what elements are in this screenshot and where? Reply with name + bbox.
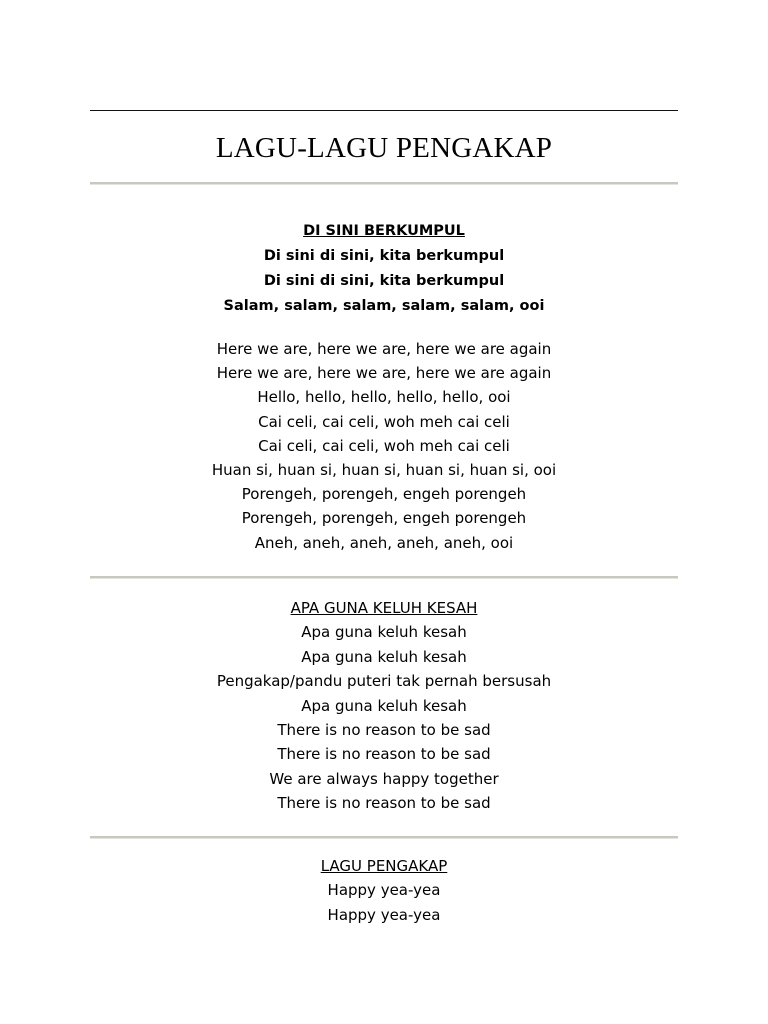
lyric-line: Aneh, aneh, aneh, aneh, aneh, ooi: [254, 533, 514, 552]
lyric-line: There is no reason to be sad: [277, 721, 491, 740]
section-divider: [90, 182, 678, 185]
song-chorus: [0, 219, 768, 319]
song-title: LAGU PENGAKAP: [320, 857, 448, 875]
lyric-line: Porengeh, porengeh, engeh porengeh: [241, 509, 527, 528]
lyric-line: There is no reason to be sad: [277, 794, 491, 813]
top-divider: [90, 110, 678, 111]
section-divider: [90, 836, 678, 839]
lyric-line: Apa guna keluh kesah: [301, 696, 467, 715]
song-title: DI SINI BERKUMPUL: [303, 223, 465, 239]
lyric-line: We are always happy together: [269, 769, 499, 788]
song-verse: [0, 337, 768, 555]
lyric-line: Hello, hello, hello, hello, hello, ooi: [257, 388, 511, 407]
song-title: APA GUNA KELUH KESAH: [290, 599, 478, 617]
page-title: LAGU-LAGU PENGAKAP: [215, 132, 553, 164]
lyric-line: Apa guna keluh kesah: [301, 623, 467, 642]
song-di-sini-berkumpul: [0, 219, 768, 555]
lyric-line: Cai celi, cai celi, woh meh cai celi: [258, 412, 510, 431]
lyric-line: Cai celi, cai celi, woh meh cai celi: [258, 436, 510, 455]
lyric-line: Salam, salam, salam, salam, salam, ooi: [223, 298, 545, 314]
lyric-line: Porengeh, porengeh, engeh porengeh: [241, 485, 527, 504]
song-apa-guna-keluh-kesah: [0, 596, 768, 816]
lyric-line: Here we are, here we are, here we are again: [216, 364, 552, 383]
lyric-line: There is no reason to be sad: [277, 745, 491, 764]
song-lagu-pengakap: [0, 854, 768, 927]
lyric-line: Pengakap/pandu puteri tak pernah bersusah: [216, 672, 552, 691]
lyric-line: Happy yea-yea: [327, 881, 441, 900]
lyric-line: Di sini di sini, kita berkumpul: [263, 248, 505, 264]
lyric-line: Huan si, huan si, huan si, huan si, huan si, ooi: [211, 461, 557, 480]
lyric-line: Apa guna keluh kesah: [301, 647, 467, 666]
lyric-line: Happy yea-yea: [327, 905, 441, 924]
lyric-line: Here we are, here we are, here we are again: [216, 340, 552, 358]
section-divider: [90, 576, 678, 579]
lyric-line: Di sini di sini, kita berkumpul: [263, 273, 505, 289]
